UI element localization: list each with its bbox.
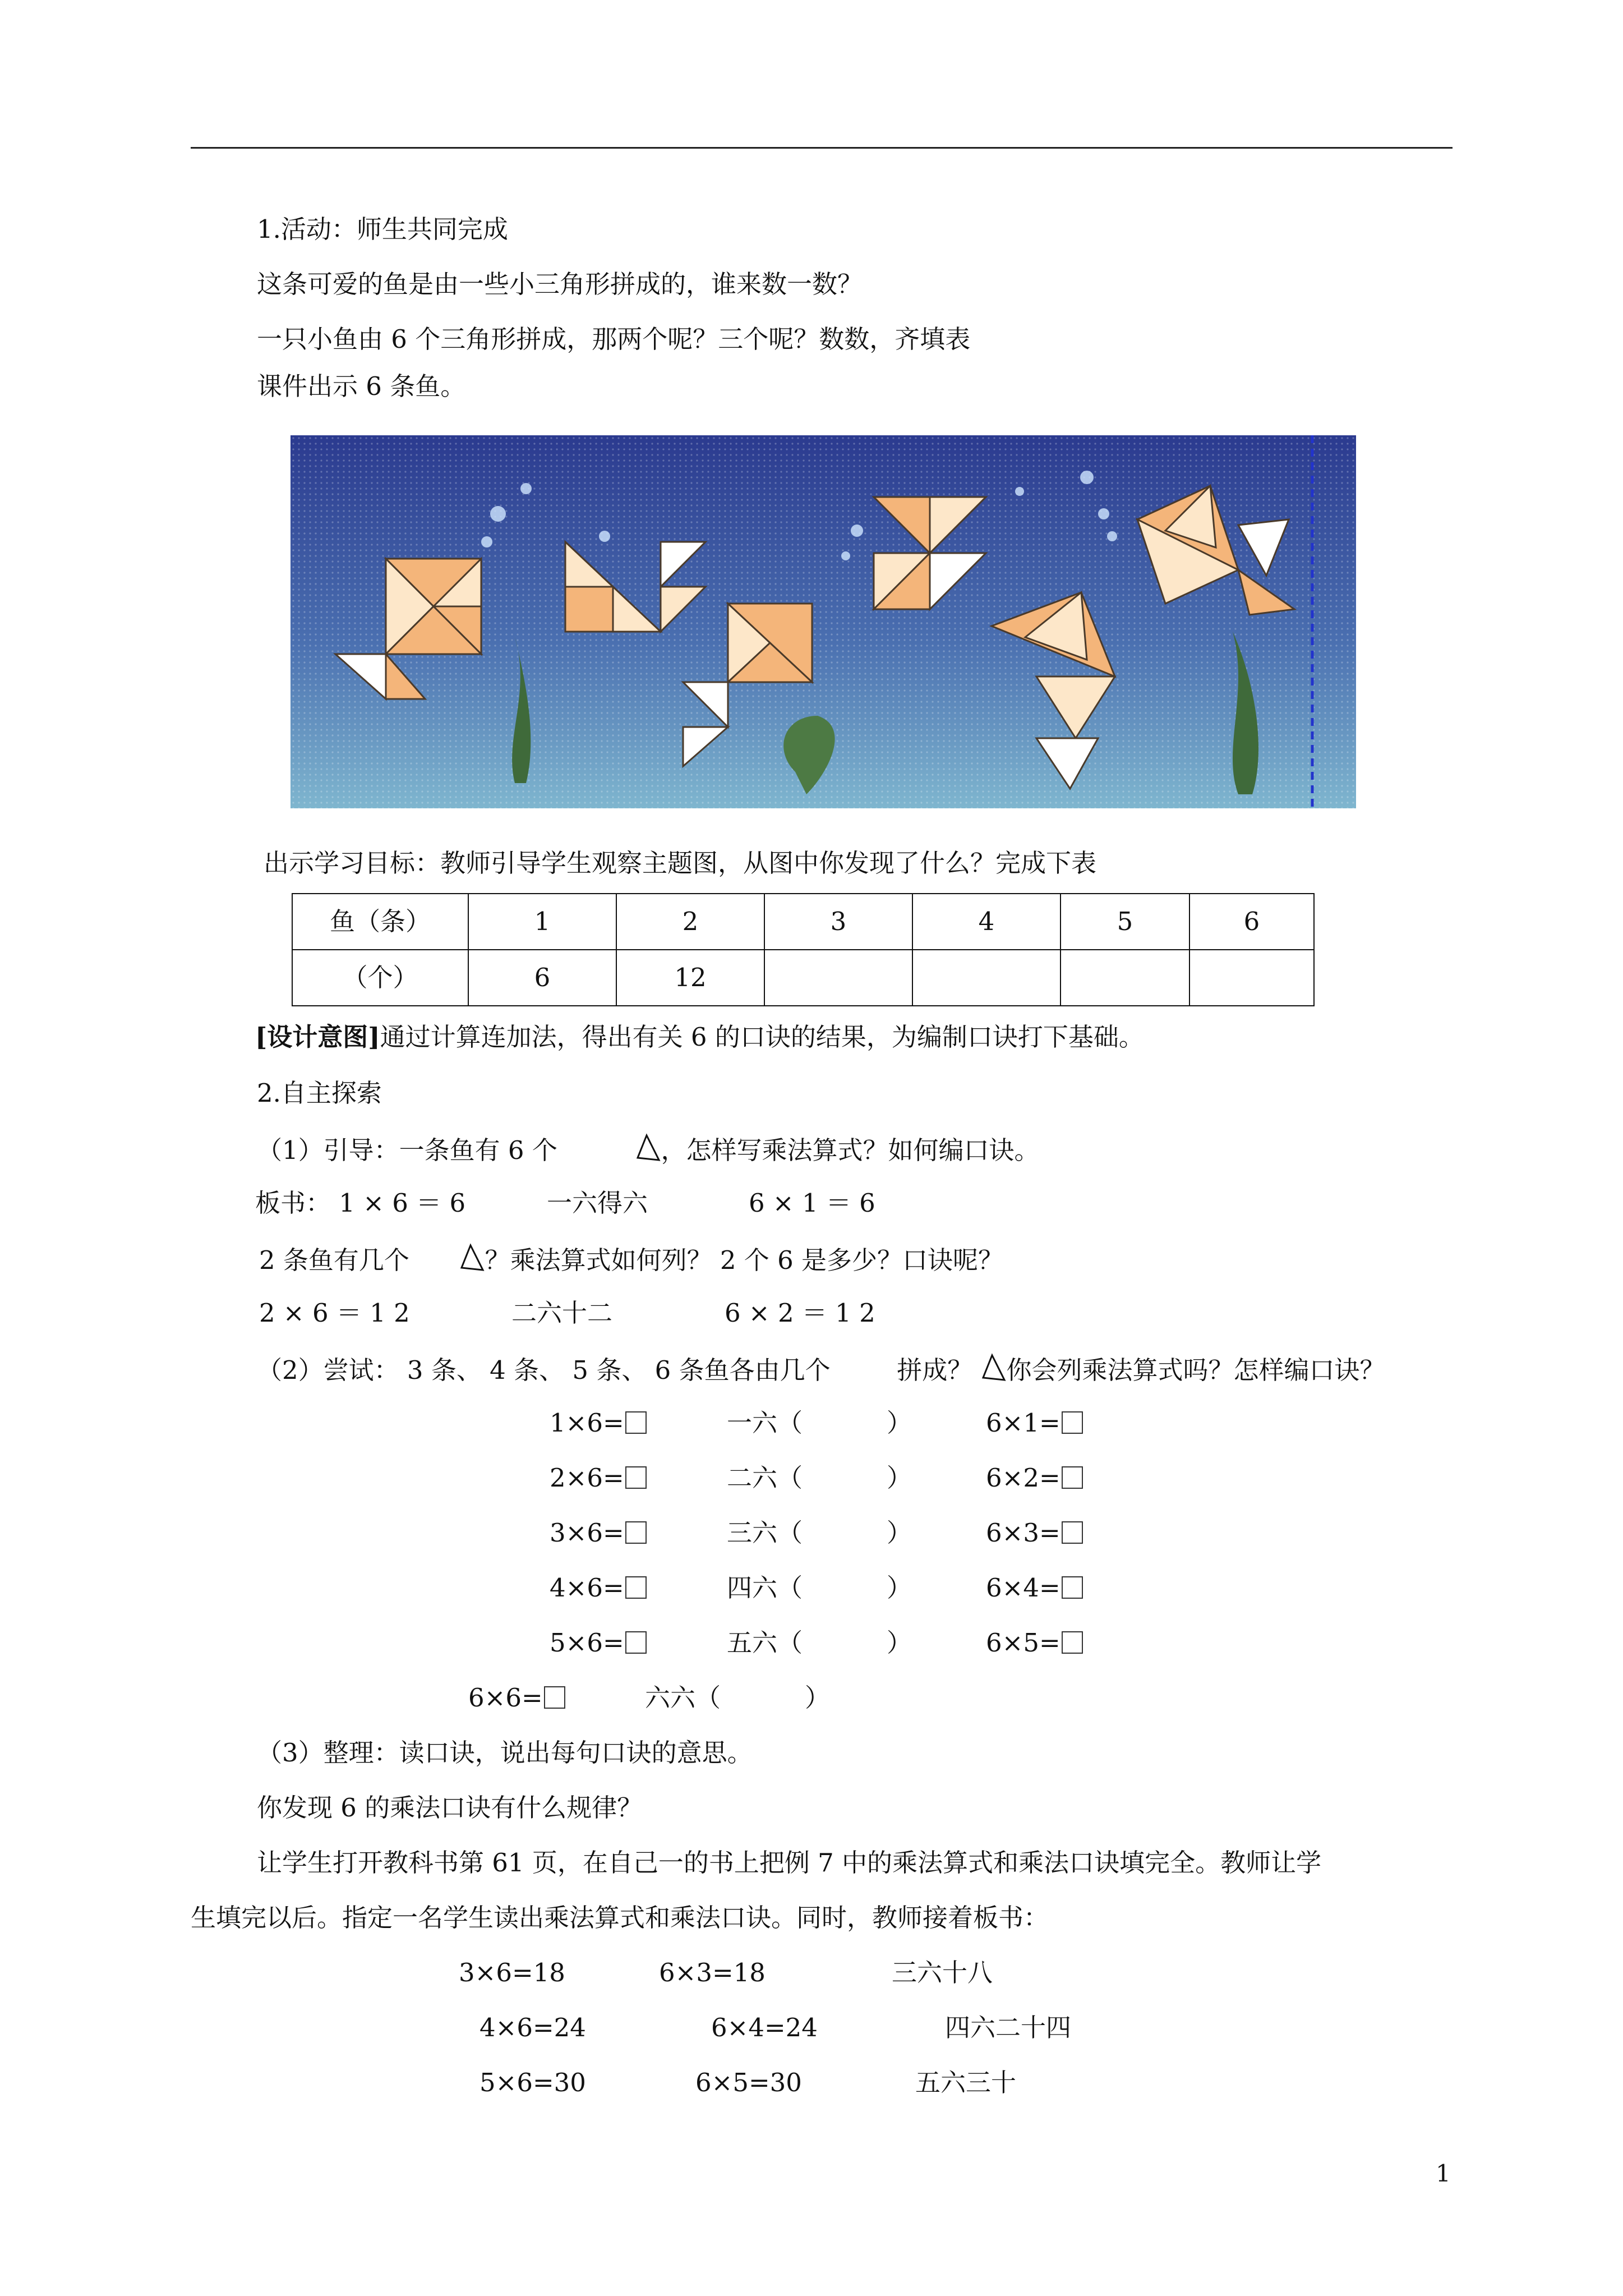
board-more-c: 三六十八 [892, 1958, 993, 1987]
exercise-right [986, 1573, 1083, 1603]
exercise-mid [727, 1518, 912, 1548]
board-more-c: 五六三十 [915, 2068, 1017, 2097]
q2-text-a: 2 条鱼有几个 [259, 1245, 409, 1275]
exercise-left: 1×6= [550, 1408, 624, 1438]
table-cell [764, 950, 912, 1006]
design-intent-tag: [设计意图] [255, 1022, 380, 1052]
paragraph-show: 课件出示 6 条鱼。 [257, 371, 466, 401]
table-row [292, 894, 1314, 950]
activity-heading: 1.活动：师生共同完成 [257, 214, 508, 244]
board2-formula: 2 × 6 ＝ 1 2 [259, 1298, 410, 1328]
exercise-left: 2×6= [550, 1463, 624, 1493]
paragraph-question: 一只小鱼由 6 个三角形拼成，那两个呢？三个呢？数数，齐填表 [257, 324, 971, 354]
answer-box[interactable] [544, 1686, 565, 1709]
close-paren: ） [887, 1463, 912, 1493]
board2-rhyme: 二六十二 [511, 1298, 613, 1328]
exercise-mid [727, 1463, 912, 1493]
table-cell: 鱼（条） [292, 894, 468, 950]
close-paren: ） [887, 1518, 912, 1548]
exercise-mid [727, 1573, 912, 1603]
board-more-b: 6×4=24 [711, 2013, 818, 2042]
board-more-b: 6×5=30 [695, 2068, 802, 2097]
close-paren: ） [805, 1683, 831, 1713]
exercise-mid [727, 1408, 912, 1438]
answer-box[interactable] [1062, 1576, 1083, 1599]
board-line-1 [255, 1188, 875, 1218]
exercise-row [550, 1573, 647, 1603]
header-rule [191, 147, 1453, 149]
table-cell [912, 950, 1061, 1006]
table-cell: 6 [468, 950, 616, 1006]
answer-box[interactable] [1062, 1466, 1083, 1489]
table-cell [1061, 950, 1189, 1006]
paragraph-count: 这条可爱的鱼是由一些小三角形拼成的，谁来数一数？ [257, 269, 863, 299]
answer-box[interactable] [625, 1466, 647, 1489]
design-intent-text: 通过计算连加法，得出有关 6 的口诀的结果，为编制口诀打下基础。 [380, 1022, 1144, 1052]
exercise-rhyme: 五六（ [727, 1628, 803, 1658]
exercise-right-text: 6×1= [986, 1408, 1061, 1438]
page-number: 1 [1436, 2160, 1451, 2187]
table-cell: 2 [616, 894, 764, 950]
section-explore: 2.自主探索 [257, 1078, 382, 1108]
board-more-a: 4×6=24 [479, 2013, 586, 2042]
exercise-mid [645, 1683, 830, 1713]
table-cell [1189, 950, 1314, 1006]
board2-formula-b: 6 × 2 ＝ 1 2 [725, 1298, 875, 1328]
paragraph-textbook-b: 生填完以后。指定一名学生读出乘法算式和乘法口诀。同时，教师接着板书： [191, 1903, 1049, 1932]
fish-illustration [291, 435, 1356, 808]
answer-box[interactable] [625, 1411, 647, 1434]
try-text-c: 你会列乘法算式吗？怎样编口诀？ [1006, 1355, 1385, 1385]
board-more-a: 5×6=30 [479, 2068, 586, 2097]
table-cell: 6 [1189, 894, 1314, 950]
guide-line [257, 1133, 1040, 1166]
exercise-mid [727, 1628, 912, 1658]
try-text-a: （2）尝试： 3 条、 4 条、 5 条、 6 条鱼各由几个 [257, 1355, 831, 1385]
exercise-row [550, 1628, 647, 1658]
guide-text-a: （1）引导：一条鱼有 6 个 [257, 1135, 557, 1165]
exercise-right [986, 1408, 1083, 1438]
exercise-row [550, 1408, 647, 1438]
exercise-row [468, 1683, 565, 1713]
board1-formula: 板书： 1 × 6 ＝ 6 [255, 1188, 466, 1218]
exercise-left: 5×6= [550, 1628, 624, 1658]
try-line [257, 1353, 1385, 1386]
exercise-rhyme: 一六（ [727, 1408, 803, 1438]
answer-box[interactable] [625, 1521, 647, 1544]
try-text-b: 拼成？ [897, 1355, 973, 1385]
guide-text-b: ，怎样写乘法算式？如何编口诀。 [661, 1135, 1040, 1165]
table-cell: 1 [468, 894, 616, 950]
close-paren: ） [887, 1628, 912, 1658]
exercise-right [986, 1518, 1083, 1548]
learning-goal: 出示学习目标：教师引导学生观察主题图，从图中你发现了什么？完成下表 [264, 848, 1097, 878]
board1-rhyme: 一六得六 [547, 1188, 648, 1218]
exercise-right-text: 6×5= [986, 1628, 1061, 1658]
design-intent [255, 1022, 1144, 1052]
sort-line: （3）整理：读口诀，说出每句口诀的意思。 [257, 1738, 753, 1768]
exercise-left: 6×6= [468, 1683, 543, 1713]
board-line-2 [259, 1298, 875, 1328]
board-more-c: 四六二十四 [945, 2013, 1072, 2042]
triangle-icon [635, 1133, 661, 1162]
exercise-rhyme: 四六（ [727, 1573, 803, 1603]
exercise-rhyme: 三六（ [727, 1518, 803, 1548]
table-row [292, 950, 1314, 1006]
answer-box[interactable] [625, 1576, 647, 1599]
exercise-right-text: 6×4= [986, 1573, 1061, 1603]
paragraph-textbook-a: 让学生打开教科书第 61 页，在自己一的书上把例 7 中的乘法算式和乘法口诀填完全。教师让学 [257, 1848, 1322, 1878]
table-cell: （个） [292, 950, 468, 1006]
answer-box[interactable] [1062, 1631, 1083, 1654]
answer-box[interactable] [1062, 1521, 1083, 1544]
exercise-left: 3×6= [550, 1518, 624, 1548]
exercise-row [550, 1463, 647, 1493]
answer-box[interactable] [1062, 1411, 1083, 1434]
table-cell: 12 [616, 950, 764, 1006]
exercise-right-text: 6×2= [986, 1463, 1061, 1493]
exercise-right [986, 1463, 1083, 1493]
board-more-a: 3×6=18 [459, 1958, 565, 1987]
board-more-b: 6×3=18 [659, 1958, 766, 1987]
exercise-rhyme: 二六（ [727, 1463, 803, 1493]
close-paren: ） [887, 1573, 912, 1603]
board1-formula-b: 6 × 1 ＝ 6 [749, 1188, 875, 1218]
rule-question: 你发现 6 的乘法口诀有什么规律？ [257, 1793, 643, 1823]
close-paren: ） [887, 1408, 912, 1438]
table-cell: 5 [1061, 894, 1189, 950]
fish-triangle-table [292, 893, 1315, 1006]
triangle-icon [459, 1243, 485, 1272]
exercise-left: 4×6= [550, 1573, 624, 1603]
answer-box[interactable] [625, 1631, 647, 1654]
question-two [259, 1243, 1003, 1276]
table-cell: 4 [912, 894, 1061, 950]
exercise-right [986, 1628, 1083, 1658]
q2-text-b: ？乘法算式如何列？ 2 个 6 是多少？口诀呢？ [485, 1245, 1004, 1275]
triangle-icon [981, 1353, 1007, 1382]
exercise-right-text: 6×3= [986, 1518, 1061, 1548]
exercise-row [550, 1518, 647, 1548]
table-cell: 3 [764, 894, 912, 950]
exercise-rhyme: 六六（ [645, 1683, 721, 1713]
